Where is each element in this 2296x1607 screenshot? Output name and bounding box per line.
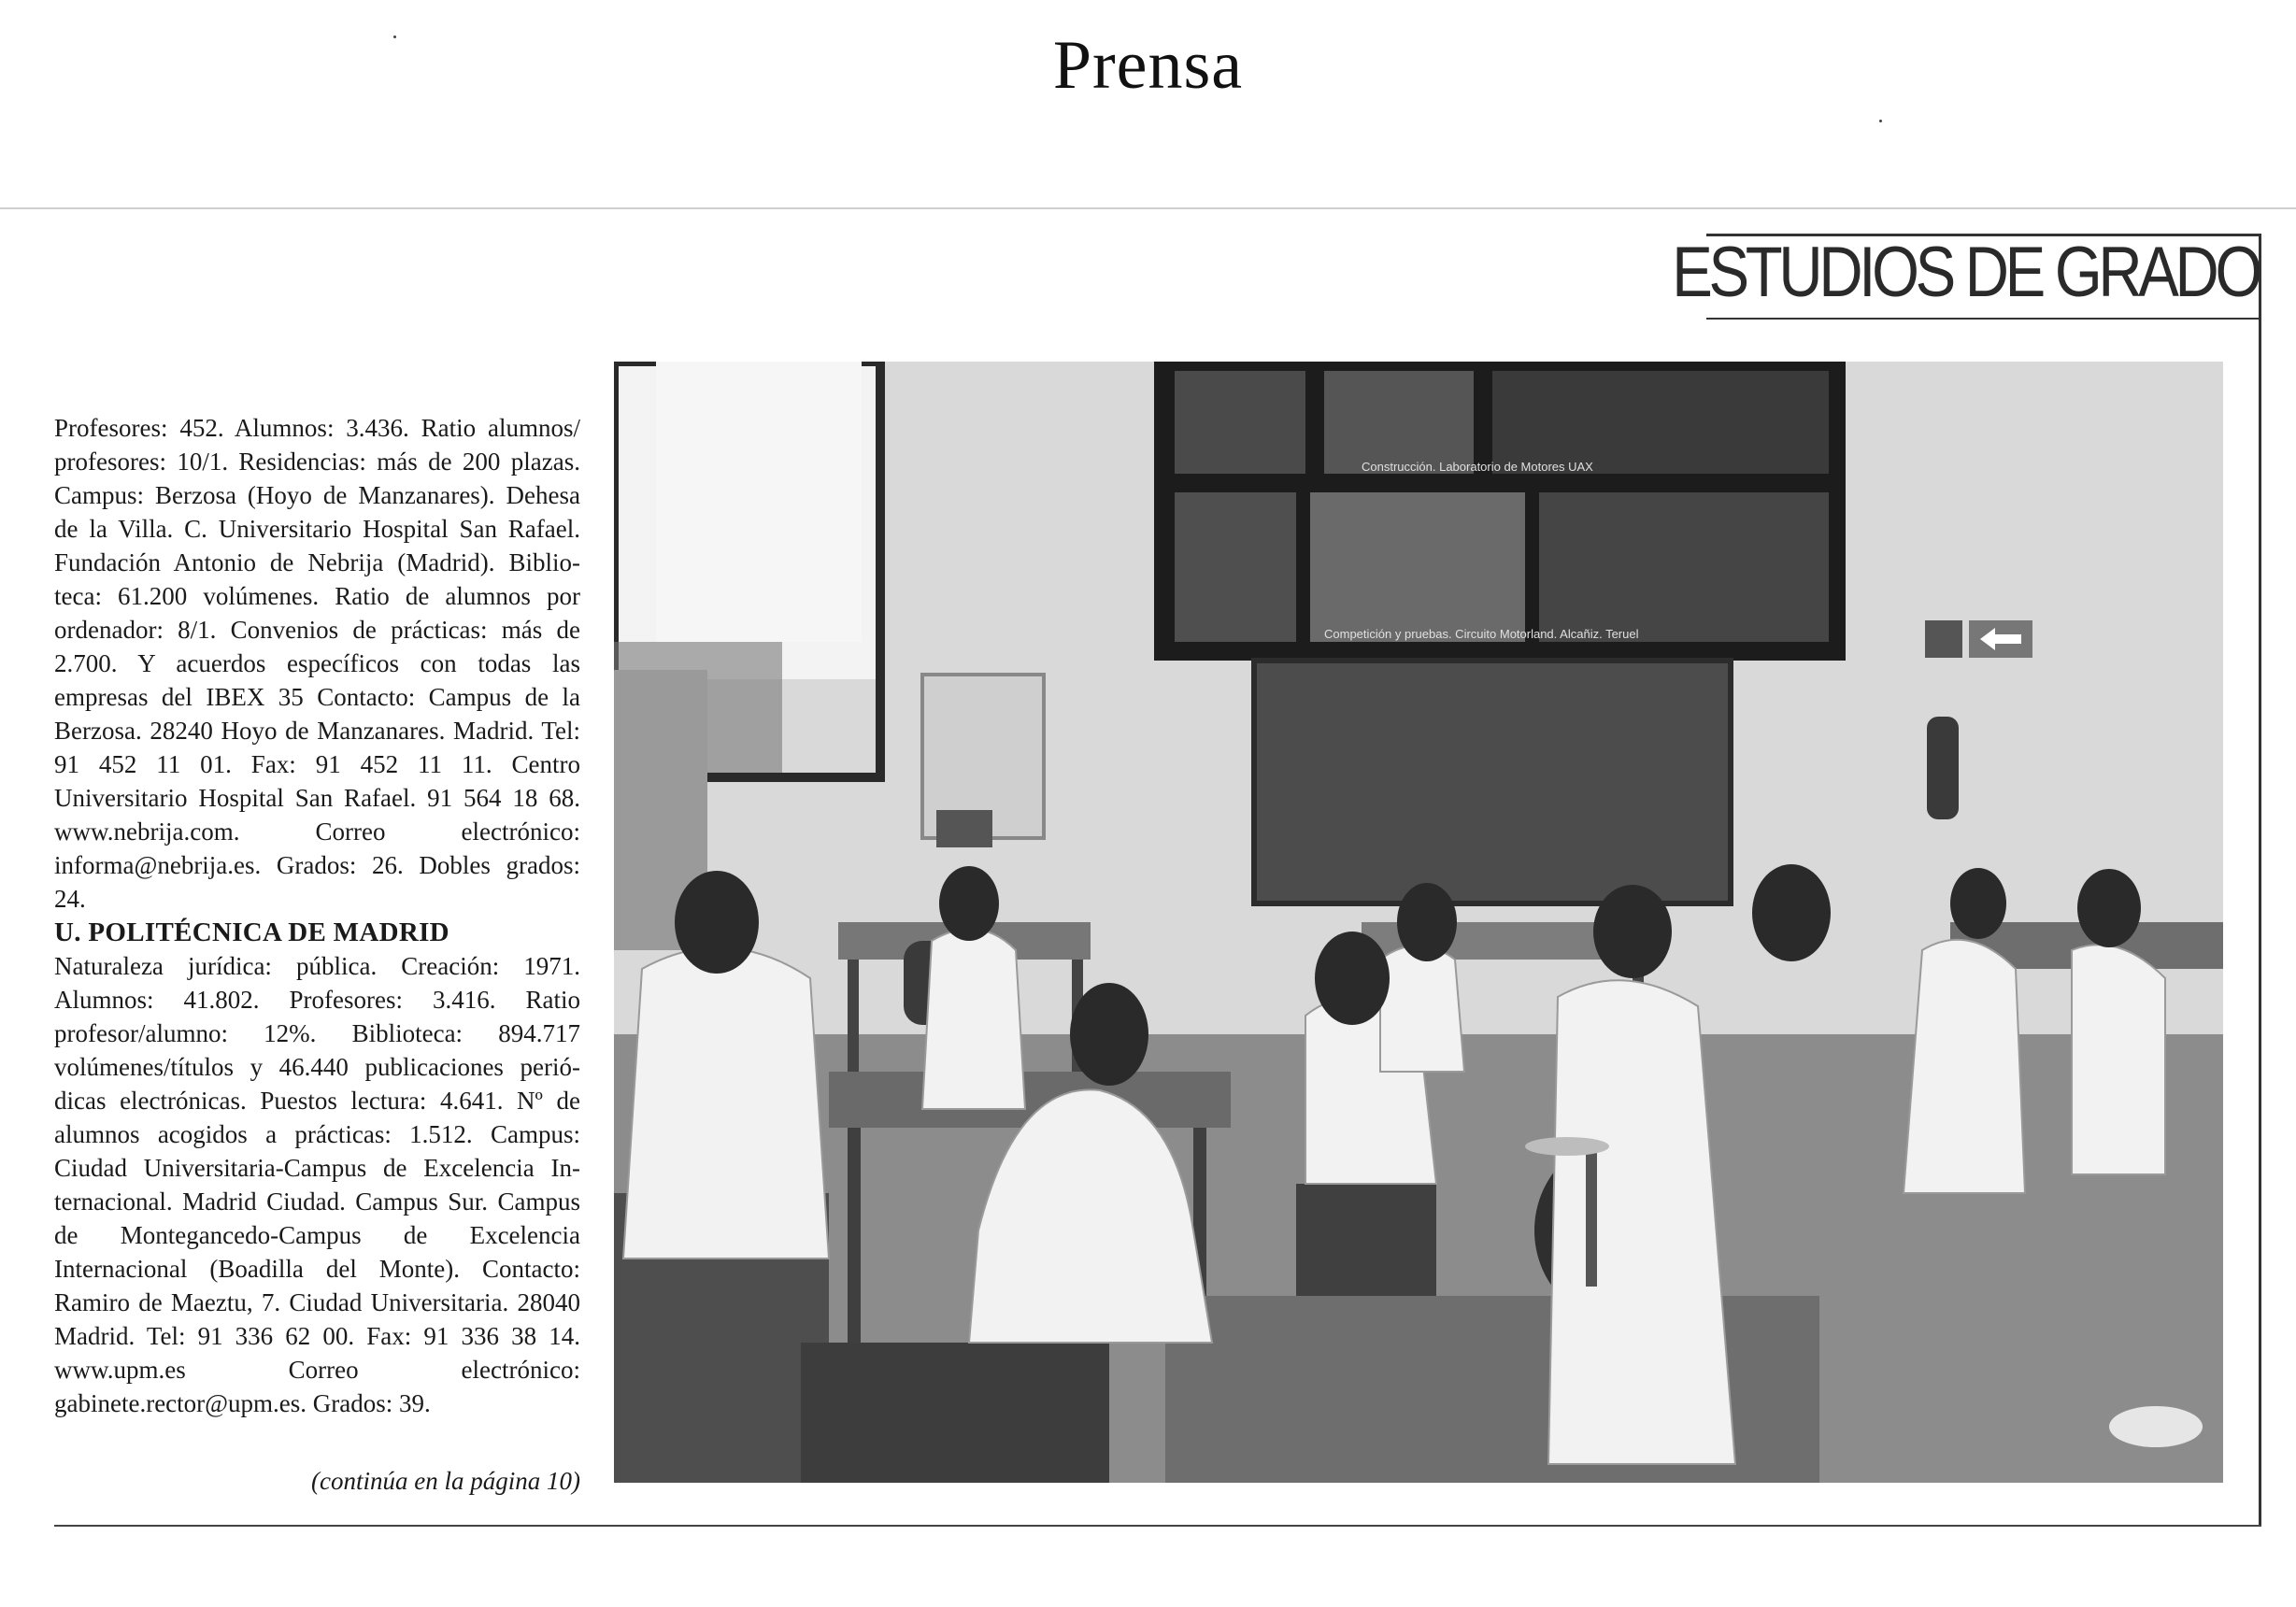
section-title: ESTUDIOS DE GRADO xyxy=(1672,233,2259,312)
masthead xyxy=(0,0,2296,209)
continues-note: (continúa en la página 10) xyxy=(311,1467,580,1495)
article-paragraph: Naturaleza jurídica: pública. Creación: 1971. Alumnos: 41.802. Profesores: 3.416. Ratio profesor/alumno: 12%. Biblioteca: 894.717 volúmenes/títulos y 46.440 publicaciones periódicas electrónicas. Puestos lectura: 4.641. Nº de alumnos acogidos a prácticas: 1.512. Campus: Ciudad Universitaria-Campus de Excelencia Internacional. Madrid Ciudad. Campus Sur. Campus de Montegancedo-Campus de Excelencia Internacional (Boadilla del Monte). Contacto: Ramiro de Maeztu, 7. Ciudad Universitaria. 28040 Madrid. Tel: 91 336 62 00. Fax: 91 336 38 14. www.upm.es Correo electrónico: gabinete.rector@upm.es. Grados: 39. xyxy=(54,952,580,1417)
lab-photo-illustration xyxy=(614,362,2223,1483)
banner-caption-top: Construcción. Laboratorio de Motores UAX xyxy=(1362,460,1593,474)
print-speck xyxy=(1879,120,1882,122)
section-frame-right xyxy=(2259,320,2261,1525)
article-paragraph: Profesores: 452. Alumnos: 3.436. Ratio alumnos/ profesores: 10/1. Residencias: más de 200 plazas. Campus: Berzosa (Hoyo de Manzanares). Dehesa de la Villa. C. Universitario Hospital San Rafael. Fundación Antonio de Nebrija (Madrid). Biblioteca: 61.200 volúmenes. Ratio de alumnos por ordenador: 8/1. Convenios de prácticas: más de 2.700. Y acuerdos específicos con todas las empresas del IBEX 35 Contacto: Campus de la Berzosa. 28240 Hoyo de Manzanares. Madrid. Tel: 91 452 11 01. Fax: 91 452 11 11. Centro Universitario Hospital San Rafael. 91 564 18 68. www.nebrija.com. Correo electrónico: informa@nebrija.es. Grados: 26. Dobles grados: 24. xyxy=(54,414,580,913)
university-heading: U. POLITÉCNICA DE MADRID xyxy=(54,917,449,947)
article-column xyxy=(54,411,580,1420)
masthead-title: Prensa xyxy=(1052,27,1244,104)
banner-caption-bottom: Competición y pruebas. Circuito Motorland. Alcañiz. Teruel xyxy=(1324,627,1639,641)
print-speck xyxy=(393,36,396,38)
bottom-rule xyxy=(54,1525,2261,1527)
lab-photo xyxy=(614,362,2223,1483)
blackboard xyxy=(1254,661,1731,903)
